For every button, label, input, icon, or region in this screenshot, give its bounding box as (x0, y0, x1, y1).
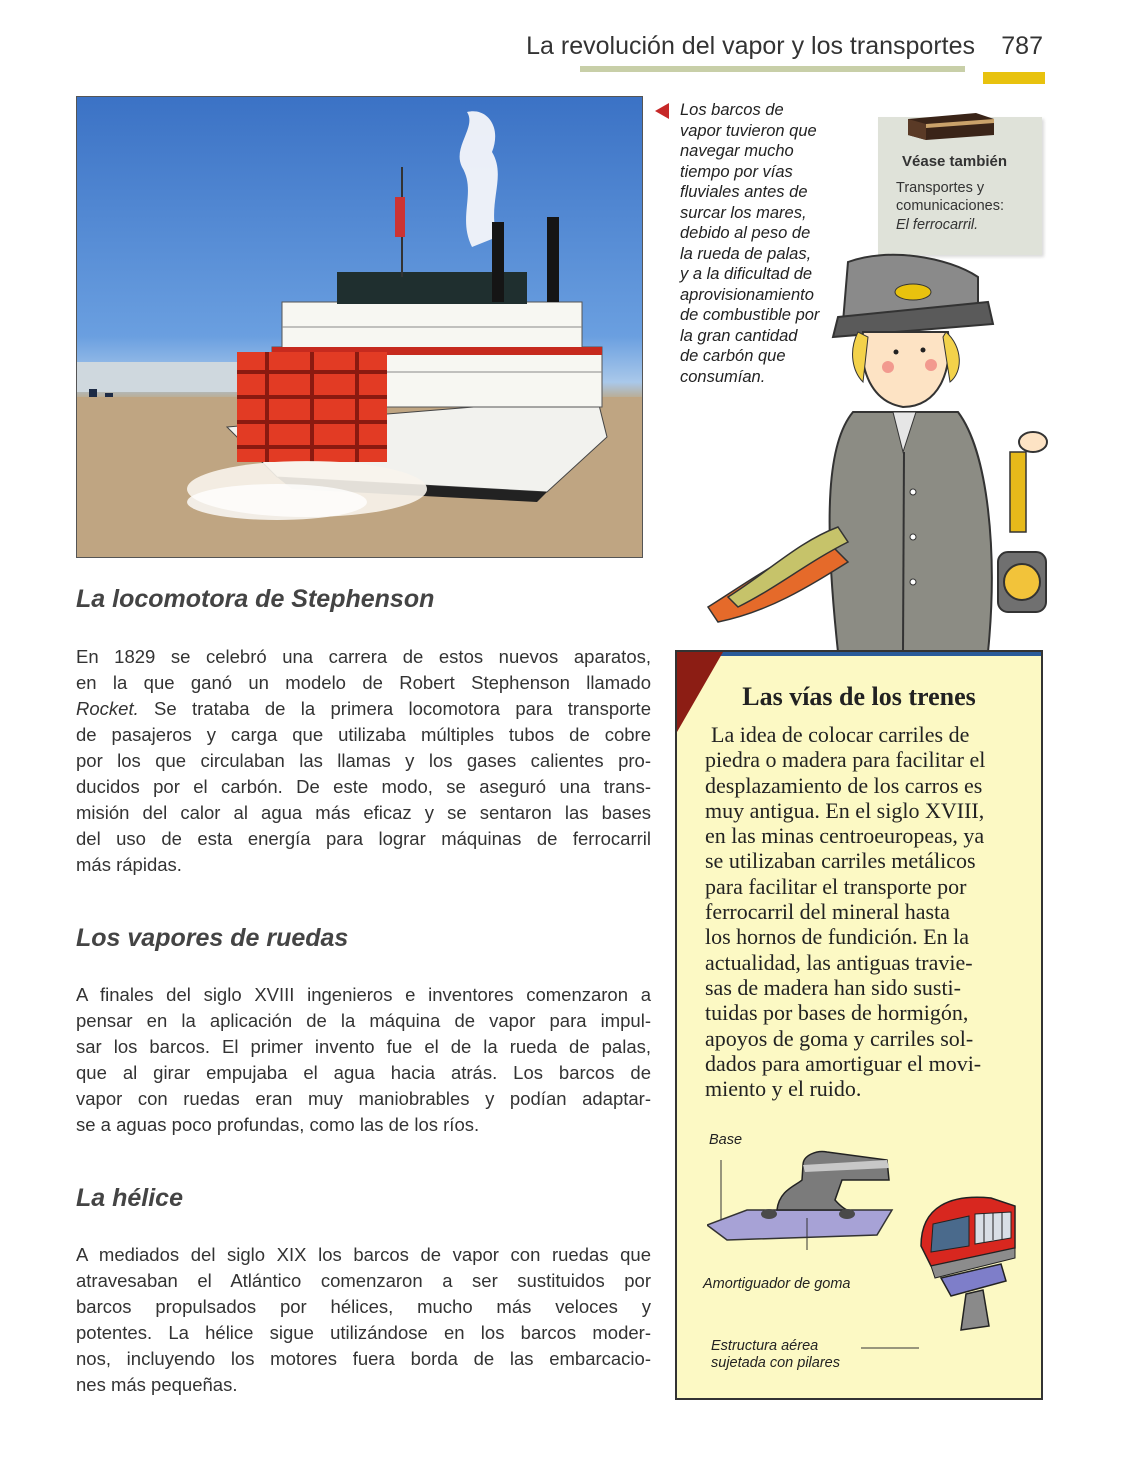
header-rule (580, 66, 965, 72)
body-line: ducidos por el carbón. De este modo, se aseguró una trans- (76, 776, 651, 797)
section-heading: La locomotora de Stephenson (76, 585, 435, 613)
monorail-train-illustration (911, 1186, 1023, 1332)
box-body (705, 722, 1027, 1101)
box-line: dados para amortiguar el movi- (705, 1050, 982, 1076)
body-line: A finales del siglo XVIII ingenieros e inventores comenzaron a (76, 984, 651, 1005)
body-line: se a aguas poco profundas, como las de los ríos. (76, 1114, 480, 1135)
body-line: de pasajeros y carga que utilizaba múltiples tubos de cobre (76, 724, 651, 745)
label-base: Base (709, 1132, 743, 1148)
section-body (76, 982, 651, 1138)
caption-line: debido al peso de (680, 224, 811, 242)
caption-line: fluviales antes de (680, 183, 808, 201)
page-number: 787 (1001, 32, 1043, 60)
box-line: sas de madera han sido susti- (705, 974, 961, 1000)
box-line: se utilizaban carriles metálicos (705, 848, 976, 874)
body-line: nes más pequeñas. (76, 1374, 238, 1395)
body-line: sar los barcos. El primer invento fue el de la rueda de palas, (76, 1036, 651, 1057)
label-rubber-damper: Amortiguador de goma (703, 1276, 851, 1292)
body-line: Rocket. Se trataba de la primera locomotora para transporte (76, 698, 651, 719)
box-line: muy antigua. En el siglo XVIII, (705, 797, 985, 823)
book-icon (906, 109, 996, 141)
see-also-box (878, 117, 1042, 255)
box-line: en las minas centroeuropeas, ya (705, 823, 985, 849)
rocket-name: Rocket. (76, 698, 139, 719)
page-header (500, 30, 1045, 82)
box-line: piedra o madera para facilitar el (705, 747, 986, 773)
steamboat-photo (76, 96, 643, 558)
caption-line: vapor tuvieron que (680, 121, 817, 140)
box-top-rule (677, 652, 1041, 656)
leader-line (861, 1342, 921, 1354)
body-line: barcos propulsados por hélices, mucho más veloces y (76, 1296, 651, 1317)
body-line: más rápidas. (76, 854, 182, 875)
caption-line: tiempo por vías (680, 162, 793, 181)
body-line: del uso de esta energía para lograr máquinas de ferrocarril (76, 828, 651, 849)
box-line: desplazamiento de los carros es (705, 772, 983, 798)
train-conductor-illustration (688, 252, 1068, 654)
rail-tracks-sidebar (675, 650, 1043, 1400)
body-line: A mediados del siglo XIX los barcos de vapor con ruedas que (76, 1244, 651, 1265)
caption-line: surcar los mares, (680, 203, 807, 222)
body-line: nos, incluyendo los motores fuera borda de las embarcacio- (76, 1348, 651, 1369)
rail-cross-section-diagram (707, 1140, 897, 1250)
caption-line: de combustible por (680, 306, 820, 324)
steamboat-illustration (77, 97, 642, 557)
body-line: por los que circulaban las llamas y los gases calientes pro- (76, 750, 651, 771)
caption-line: aprovisionamiento (680, 285, 814, 304)
caption-line: la rueda de palas, (680, 244, 812, 263)
body-line: atravesaban el Atlántico comenzaron a ser sustituidos por (76, 1270, 651, 1291)
header-accent-bar (983, 72, 1045, 84)
see-also-link-line[interactable]: El ferrocarril. (896, 217, 979, 233)
box-line: los hornos de fundición. En la (705, 924, 969, 950)
box-line: La idea de colocar carriles de (711, 722, 970, 747)
body-line: misión del calor al agua más eficaz y se sentaron las bases (76, 802, 651, 823)
caption-line: Los barcos de (680, 101, 784, 119)
label-structure-line1: Estructura aérea (711, 1338, 819, 1354)
caption-arrow-icon (655, 103, 669, 119)
box-line: apoyos de goma y carriles sol- (705, 1025, 974, 1051)
running-title: La revolución del vapor y los transportes (526, 32, 975, 60)
caption-line: navegar mucho (680, 142, 794, 160)
caption-line: la gran cantidad (680, 326, 798, 345)
caption-line: consumían. (680, 367, 766, 386)
box-line: para facilitar el transporte por (705, 873, 967, 899)
box-line: actualidad, las antiguas travie- (705, 949, 973, 975)
box-title: Las vías de los trenes (742, 682, 976, 711)
see-also-link-line[interactable]: comunicaciones: (896, 198, 1004, 214)
caption-line: de carbón que (680, 347, 786, 365)
see-also-link-line[interactable]: Transportes y (896, 180, 985, 196)
body-line: potentes. La hélice sigue utilizándose en los barcos moder- (76, 1322, 651, 1343)
label-structure-line2: sujetada con pilares (711, 1355, 840, 1371)
body-line: En 1829 se celebró una carrera de estos nuevos aparatos, (76, 646, 651, 667)
section-heading: Los vapores de ruedas (76, 924, 349, 952)
body-line: que al girar empujaba el agua hacia atrás. Los barcos de (76, 1062, 651, 1083)
section-body (76, 644, 651, 878)
see-also-title: Véase también (902, 153, 1008, 170)
box-line: ferrocarril del mineral hasta (705, 899, 950, 925)
body-line: en la que ganó un modelo de Robert Stephenson llamado (76, 672, 651, 693)
body-line: vapor con ruedas eran muy maniobrables y podían adaptar- (76, 1088, 651, 1109)
body-line: pensar en la aplicación de la máquina de vapor para impul- (76, 1010, 651, 1031)
box-line: miento y el ruido. (705, 1076, 862, 1102)
caption-line: y a la dificultad de (680, 265, 813, 283)
section-body (76, 1242, 651, 1398)
box-line: tuidas por bases de hormigón, (705, 1000, 969, 1026)
section-heading: La hélice (76, 1184, 183, 1212)
